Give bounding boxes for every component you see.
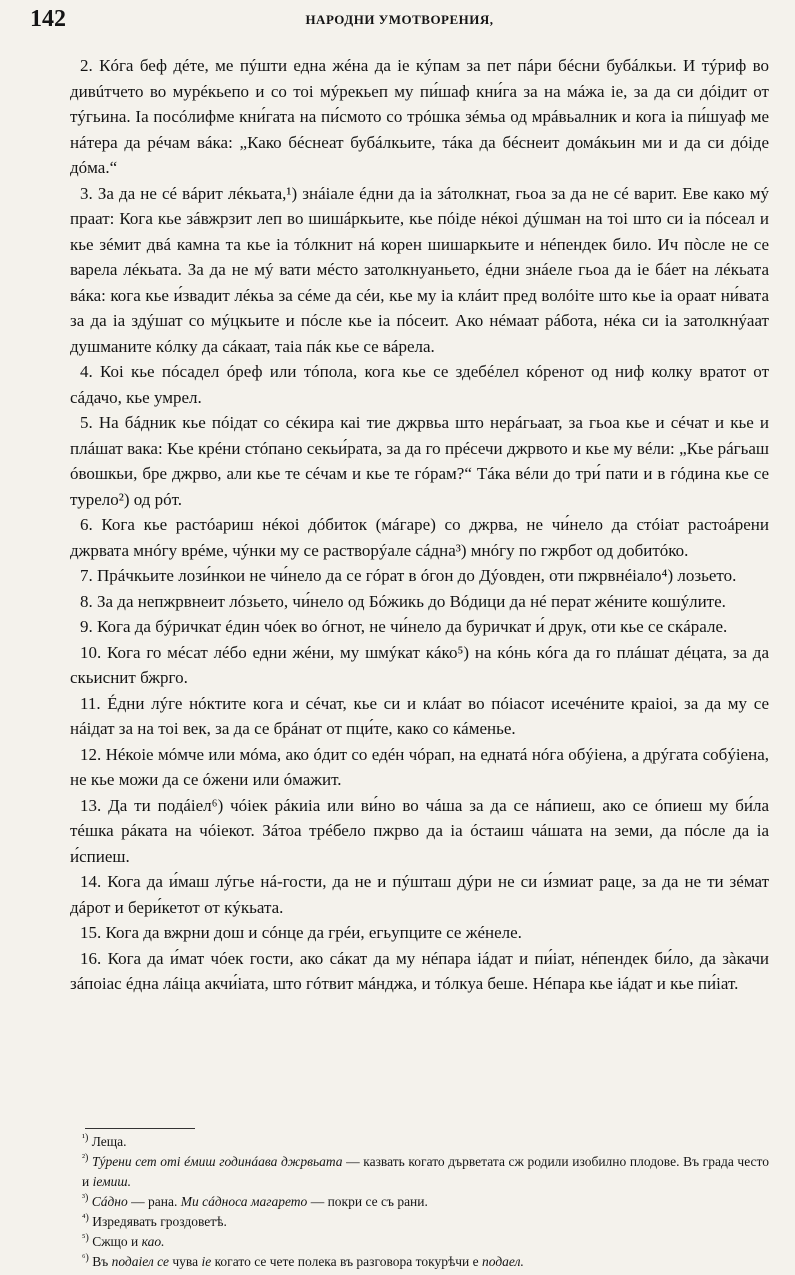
main-text: [70, 53, 769, 997]
footnote-6: $^{^6)}$ Въ подаiел се чува iе когато се чете полека въ разговора токурѣчи е подаел.: [82, 1252, 524, 1269]
paragraph-2: 2. Кóга беф дéте, ме пýшти една жéна да iе кýпам за пет пáри бéсни бубáлкьи. И тýриф во дивúтчето во мурéкьепо и со тоi мýрекьеп му пи́шаф кни́га за на мáжа iе, за да си дóiдит от тýгьина. Iа посóлифме кни́гата на пи́смото со трóшка зéмьа од мрáвьалник и кога iа пи́шуаф ме нáтера да рéчам вáка: „Како бéснеат бубáлкьите, тáка да бéснеит домáкьин ми и да си дóiде дóма.“: [70, 56, 769, 177]
footnote-divider: [85, 1128, 195, 1129]
footnotes: [70, 1132, 769, 1272]
paragraph-9: 9. Кога да бýричкат éдин чóек во óгнот, не чи́нело да буричкат и́ друк, оти кье се скáрале.: [80, 617, 728, 636]
paragraph-7: 7. Прáчкьите лози́нкои не чи́нело да се гóрат в óгон до Дýовден, оти пжрвнéiало⁴) лозьето.: [80, 566, 737, 585]
paragraph-11: 11. Éдни лýге нóктите кога и сéчат, кье си и клáат во пóiасот исечéните краiоi, за да му се нáiдат за на тоi век, за да се брáнат от пци́те, како со кáменье.: [70, 693, 769, 738]
paragraph-14: 14. Кога да и́маш лýгье нá-гости, да не и пýшташ дýри не си и́змиат раце, за да не ти зéмат дáрот и бери́кетот от кýкьата.: [70, 872, 769, 917]
page-header: [30, 6, 769, 32]
paragraph-8: 8. За да непжрвнеит лóзьето, чи́нело од Бóжикь до Вóдици да нé перат жéните кошýлите.: [80, 591, 726, 611]
paragraph-4: 4. Коi кье пóсадел óреф или тóпола, кога кье се здебéлел кóренот од ниф колку вратот от сáдачо, кье умрел.: [70, 362, 769, 407]
running-head: НАРОДНИ УМОТВОРЕНИЯ,: [305, 12, 494, 27]
paragraph-10: 10. Кога го мéсат лéбо едни жéни, му шмýкат кáко⁵) на кóнь кóга да го плáшат дéцата, за да скьиснит бжрго.: [70, 642, 769, 687]
paragraph-13: 13. Да ти подáiел⁶) чóiек рáкиiа или ви́но во чáша за да се нáпиеш, ако се óпиеш му би́ла тéшка рáката на чóiекот. Зáтоа трéбело пжрво да iа óстаиш чáшата на земи, да пóсле да iа и́спиеш.: [70, 795, 769, 866]
paragraph-6: 6. Кога кье растóариш нéкоi дóбиток (мáгаре) со джрва, не чи́нело да стóiат растоáрени джрвата мнóгу врéме, чýнки му се растворýале сáдна³) мнóгу по гжрбот од добитóко.: [70, 515, 769, 560]
footnote-3: $^{^3)}$ Сáдно — рана. Ми сáдноса магарето — покри се съ рани.: [82, 1192, 428, 1209]
paragraph-16: 16. Кога да и́мат чóек гости, ако сáкат да му нéпара iáдат и пи́iат, нéпендек би́ло, да зàкачи зáпоiас éдна лáiца акчи́iата, што гóтвит мáнджа, и тóлкуа беше. Нéпара кье iáдат и кье пи́iат.: [70, 948, 769, 993]
footnote-1: $^{^1)}$ Леща.: [82, 1132, 127, 1149]
paragraph-15: 15. Кога да вжрни дош и сóнце да грéи, егьупците се жéнеле.: [80, 923, 522, 942]
paragraph-3: 3. За да не сé вáрит лéкьата,¹) знáiале éдни да iа зáтолкнат, гьоа за да не сé варит. Еве како мý праат: Кога кье зáвжрзит леп во шишáркьите, кье пóiде нéкоi дýшман на тоi што си iа пóсеал и кье зéмит двá камна та кье iа тóлкнит нá корен шишаркьите и нéпендек било. Ич пòсле не се варела лéкьата. За да не мý вати мéсто затолкнуаньето, éдни знáеле гьоа да iе бáет на лéкьата вáка: кога кье и́звадит лéкьа за сéме да сéи, кье му iа клáит пред волóiте што кье iа ораат ни́вата за да iа здýшат со мýцкьите и пóсле кье iа пóсеит. Ако нéмаат рáбота, нéка си iа затолкнýаат душманите кóлку да сáкаат, таiа пáк кье се вáрела.: [70, 183, 769, 356]
paragraph-5: 5. На бáдник кье пóiдат со сéкира каi тие джрвьа што нерáгьаат, за гьоа кье и сéчат и кье и плáшат вака: Кье крéни стóпано секьи́рата, за да го прéсечи джрвото и кье му вéли: „Кье рáгьаш óвошкьи, бре джрво, али кье те сéчам и кье те гóрам?“ Тáка вéли до три́ пати и в гóдина кье се турело²) од рóт.: [70, 413, 769, 509]
footnote-5: $^{^5)}$ Сжщо и као.: [82, 1232, 165, 1249]
page-number: 142: [30, 6, 66, 32]
footnote-4: $^{^4)}$ Изредявать гроздоветѣ.: [82, 1212, 227, 1229]
footnote-2: $^{^2)}$ Тýрени сет оті éмиш годинáава джрвьата — казвать когато дърветата сж родили изобилно плодове. Въ града често и iемиш.: [82, 1152, 769, 1189]
paragraph-12: 12. Нéкоiе мóмче или мóма, ако óдит со едéн чóрап, на еднатá нóга обýiена, а дрýгата собýiена, не кье можи да се óжени или óмажит.: [70, 744, 769, 789]
